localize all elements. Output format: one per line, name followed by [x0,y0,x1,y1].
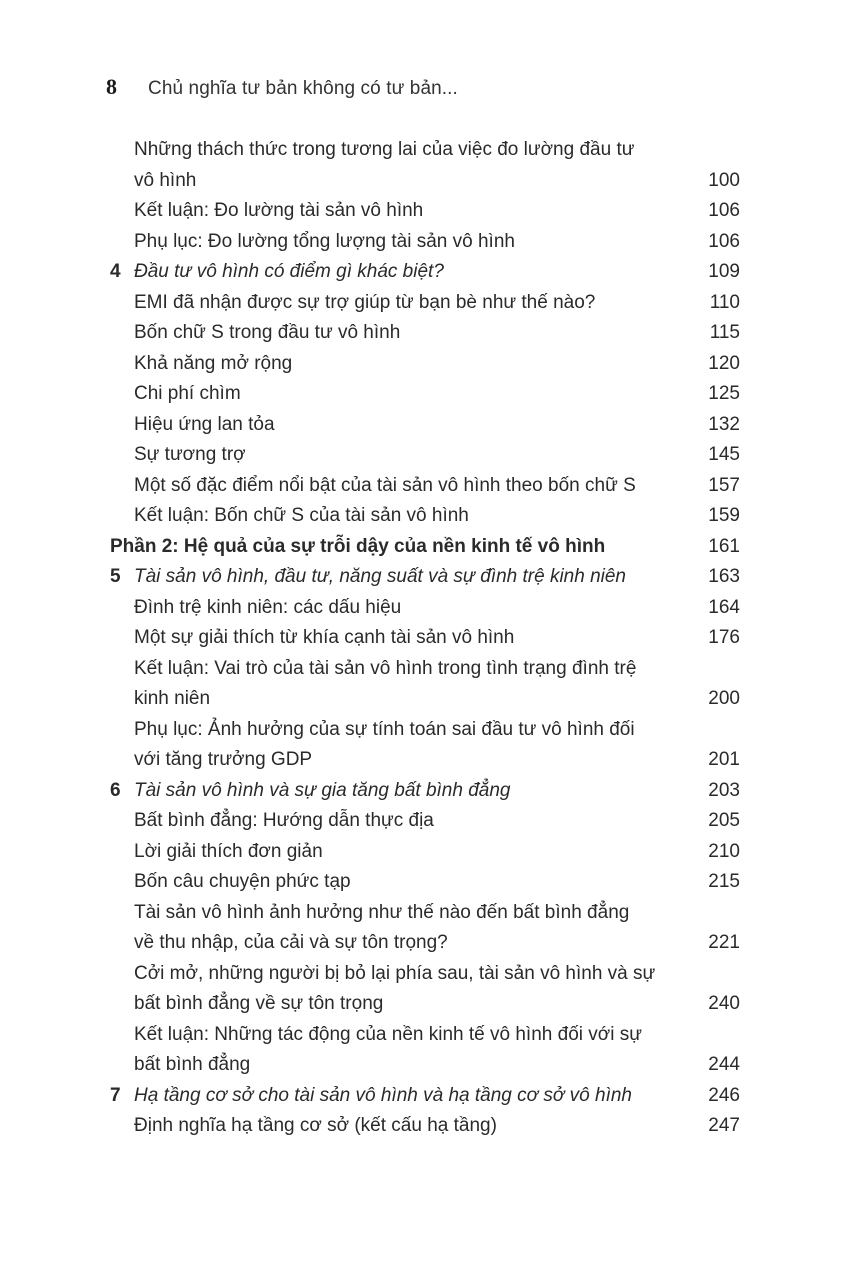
toc-entry-title: vô hình [134,169,197,191]
toc-section-row [110,440,740,471]
toc-entry-title: Cởi mở, những người bị bỏ lại phía sau, tài sản vô hình và sự [134,962,656,984]
toc-section-row [110,1111,740,1142]
toc-page-number: 145 [708,444,740,465]
toc-entry-title: Kết luận: Đo lường tài sản vô hình [134,200,424,221]
toc-entry-title: Bốn câu chuyện phức tạp [134,871,351,892]
toc-section-row [110,166,740,197]
toc-entry-title: kinh niên [134,688,211,709]
toc-page-number: 215 [708,871,740,892]
toc-page-number: 246 [708,1084,740,1106]
toc-entry-title: Những thách thức trong tương lai của việc đo lường đầu tư [134,139,635,160]
toc-entry-title: bất bình đẳng về sự tôn trọng [134,993,384,1014]
toc-page-number: 200 [708,688,740,709]
page-header [106,74,458,104]
page-number: 8 [106,74,117,99]
toc-section-row [110,1050,740,1081]
toc-entry-title: EMI đã nhận được sự trợ giúp từ bạn bè như thế nào? [134,291,596,313]
toc-entry-title: với tăng trưởng GDP [134,749,313,770]
toc-entry-title: Hạ tầng cơ sở cho tài sản vô hình và hạ tầng cơ sở vô hình [134,1084,632,1106]
toc-section-row [110,715,740,746]
toc-section-row [110,288,740,319]
table-of-contents [110,135,740,1142]
toc-page-number: 163 [708,566,740,587]
toc-entry-title: Đình trệ kinh niên: các dấu hiệu [134,596,402,618]
toc-entry-title: Tài sản vô hình và sự gia tăng bất bình đẳng [134,779,511,801]
toc-section-row [110,684,740,715]
toc-page-number: 176 [708,627,740,648]
toc-entry-title: Phụ lục: Ảnh hưởng của sự tính toán sai đầu tư vô hình đối [134,718,635,740]
toc-page-number: 106 [708,230,740,252]
toc-section-row [110,501,740,532]
toc-entry-title: bất bình đẳng [134,1054,251,1075]
toc-chapter-row [110,257,740,288]
toc-page-number: 240 [708,993,740,1014]
toc-entry-title: Tài sản vô hình ảnh hưởng như thế nào đến bất bình đẳng [134,901,630,923]
toc-page-number: 201 [708,749,740,770]
toc-section-row [110,318,740,349]
toc-entry-title: Khả năng mở rộng [134,352,293,374]
toc-entry-title: Bốn chữ S trong đầu tư vô hình [134,322,401,343]
chapter-number: 4 [110,261,121,282]
toc-entry-title: Một sự giải thích từ khía cạnh tài sản vô hình [134,627,515,648]
toc-entry-title: về thu nhập, của cải và sự tôn trọng? [134,932,448,953]
toc-page-number: 120 [708,352,740,374]
toc-page-number: 161 [708,535,740,557]
toc-entry-title: Phần 2: Hệ quả của sự trỗi dậy của nền kinh tế vô hình [110,535,606,557]
toc-page-number: 244 [708,1054,740,1075]
toc-page-number: 247 [708,1115,740,1136]
toc-page-number: 100 [708,169,740,191]
toc-entry-title: Một số đặc điểm nổi bật của tài sản vô hình theo bốn chữ S [134,474,636,496]
toc-entry-title: Bất bình đẳng: Hướng dẫn thực địa [134,810,434,831]
toc-entry-title: Hiệu ứng lan tỏa [134,413,275,435]
toc-page-number: 125 [708,383,740,404]
toc-chapter-row [110,1081,740,1112]
toc-page-number: 132 [708,413,740,435]
toc-section-row [110,349,740,380]
toc-page-number: 110 [709,291,740,313]
toc-entry-title: Tài sản vô hình, đầu tư, năng suất và sự đình trệ kinh niên [134,566,626,587]
toc-page-number: 210 [708,840,740,862]
toc-entry-title: Định nghĩa hạ tầng cơ sở (kết cấu hạ tầng) [134,1115,497,1136]
toc-entry-title: Sự tương trợ [134,444,246,465]
toc-section-row [110,806,740,837]
toc-page-number: 205 [708,810,740,831]
toc-section-row [110,898,740,929]
toc-chapter-row [110,562,740,593]
toc-entry-title: Kết luận: Những tác động của nền kinh tế vô hình đối với sự [134,1023,642,1045]
toc-entry-title: Kết luận: Bốn chữ S của tài sản vô hình [134,505,469,526]
toc-entry-title: Kết luận: Vai trò của tài sản vô hình trong tình trạng đình trệ [134,657,637,679]
toc-page-number: 106 [708,200,740,221]
chapter-number: 5 [110,566,121,587]
chapter-number: 6 [110,779,121,801]
toc-section-row [110,959,740,990]
toc-page-number: 203 [708,779,740,801]
toc-chapter-row [110,776,740,807]
toc-page-number: 221 [708,932,740,953]
toc-section-row [110,654,740,685]
toc-entry-title: Đầu tư vô hình có điểm gì khác biệt? [134,261,444,282]
toc-page-number: 164 [708,596,740,618]
toc-entry-title: Chi phí chìm [134,383,241,404]
toc-section-row [110,623,740,654]
toc-page-number: 115 [709,322,740,343]
toc-section-row [110,410,740,441]
toc-entry-title: Phụ lục: Đo lường tổng lượng tài sản vô hình [134,230,515,252]
running-title: Chủ nghĩa tư bản không có tư bản... [148,78,458,99]
toc-section-row [110,745,740,776]
toc-section-row [110,196,740,227]
toc-page-number: 159 [708,505,740,526]
toc-entry-title: Lời giải thích đơn giản [134,840,323,862]
toc-section-row [110,135,740,166]
toc-section-row [110,1020,740,1051]
toc-page-number: 157 [708,474,740,496]
toc-section-row [110,379,740,410]
toc-section-row [110,593,740,624]
chapter-number: 7 [110,1084,121,1106]
toc-section-row [110,867,740,898]
toc-section-row [110,471,740,502]
toc-part-row [110,532,740,563]
toc-page-number: 109 [708,261,740,282]
toc-section-row [110,227,740,258]
toc-section-row [110,928,740,959]
toc-section-row [110,837,740,868]
toc-section-row [110,989,740,1020]
